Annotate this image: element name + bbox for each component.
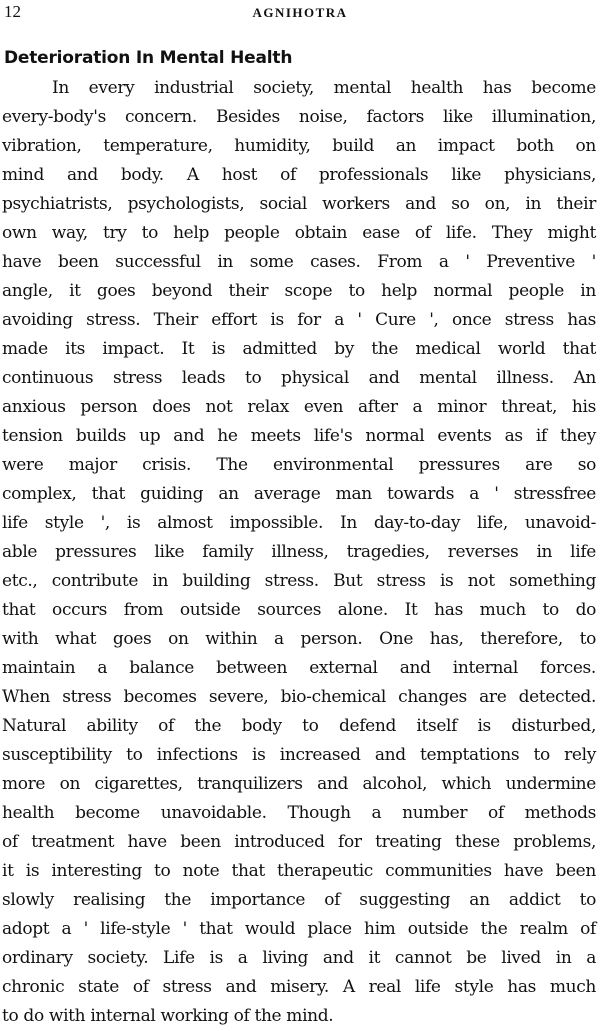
text-line: with what goes on within a person. One has, therefore, to [2,629,596,649]
text-line: In every industrial society, mental health has become [52,78,596,98]
text-line: avoiding stress. Their effort is for a ' Cure ', once stress has [2,310,596,330]
text-line: complex, that guiding an average man towards a ' stressfree [2,484,596,504]
text-line: psychiatrists, psychologists, social workers and so on, in their [2,194,596,214]
text-line: to do with internal working of the mind. [2,1006,334,1026]
text-line: ordinary society. Life is a living and it cannot be lived in a [2,948,596,968]
text-line: etc., contribute in building stress. But stress is not something [2,571,596,591]
text-line: that occurs from outside sources alone. It has much to do [2,600,596,620]
text-line: able pressures like family illness, tragedies, reverses in life [2,542,596,562]
text-line: susceptibility to infections is increased and temptations to rely [2,745,596,765]
text-line: Natural ability of the body to defend itself is disturbed, [2,716,596,736]
text-line: chronic state of stress and misery. A real life style has much [2,977,596,997]
text-line: slowly realising the importance of suggesting an addict to [2,890,596,910]
page-number: 12 [4,2,21,21]
text-line: tension builds up and he meets life's normal events as if they [2,426,596,446]
text-line: maintain a balance between external and internal forces. [2,658,596,678]
text-line: were major crisis. The environmental pressures are so [2,455,596,475]
running-head [0,0,600,30]
text-line: own way, try to help people obtain ease of life. They might [2,223,596,243]
text-line: continuous stress leads to physical and mental illness. An [2,368,596,388]
text-line: angle, it goes beyond their scope to help normal people in [2,281,596,301]
text-line: vibration, temperature, humidity, build an impact both on [2,136,596,156]
text-line: every-body's concern. Besides noise, factors like illumination, [2,107,596,127]
section-heading: Deterioration In Mental Health [4,48,293,68]
text-line: it is interesting to note that therapeutic communities have been [2,861,596,881]
text-line: health become unavoidable. Though a number of methods [2,803,596,823]
text-line: mind and body. A host of professionals like physicians, [2,165,596,185]
text-line: of treatment have been introduced for treating these problems, [2,832,596,852]
text-line: life style ', is almost impossible. In day-to-day life, unavoid- [2,513,596,533]
text-line: When stress becomes severe, bio-chemical changes are detected. [2,687,596,707]
text-line: made its impact. It is admitted by the medical world that [2,339,596,359]
text-line: anxious person does not relax even after a minor threat, his [2,397,596,417]
running-title: AGNIHOTRA [252,5,348,20]
text-line: adopt a ' life-style ' that would place him outside the realm of [2,919,596,939]
text-line: have been successful in some cases. From a ' Preventive ' [2,252,596,272]
text-line: more on cigarettes, tranquilizers and alcohol, which undermine [2,774,596,794]
